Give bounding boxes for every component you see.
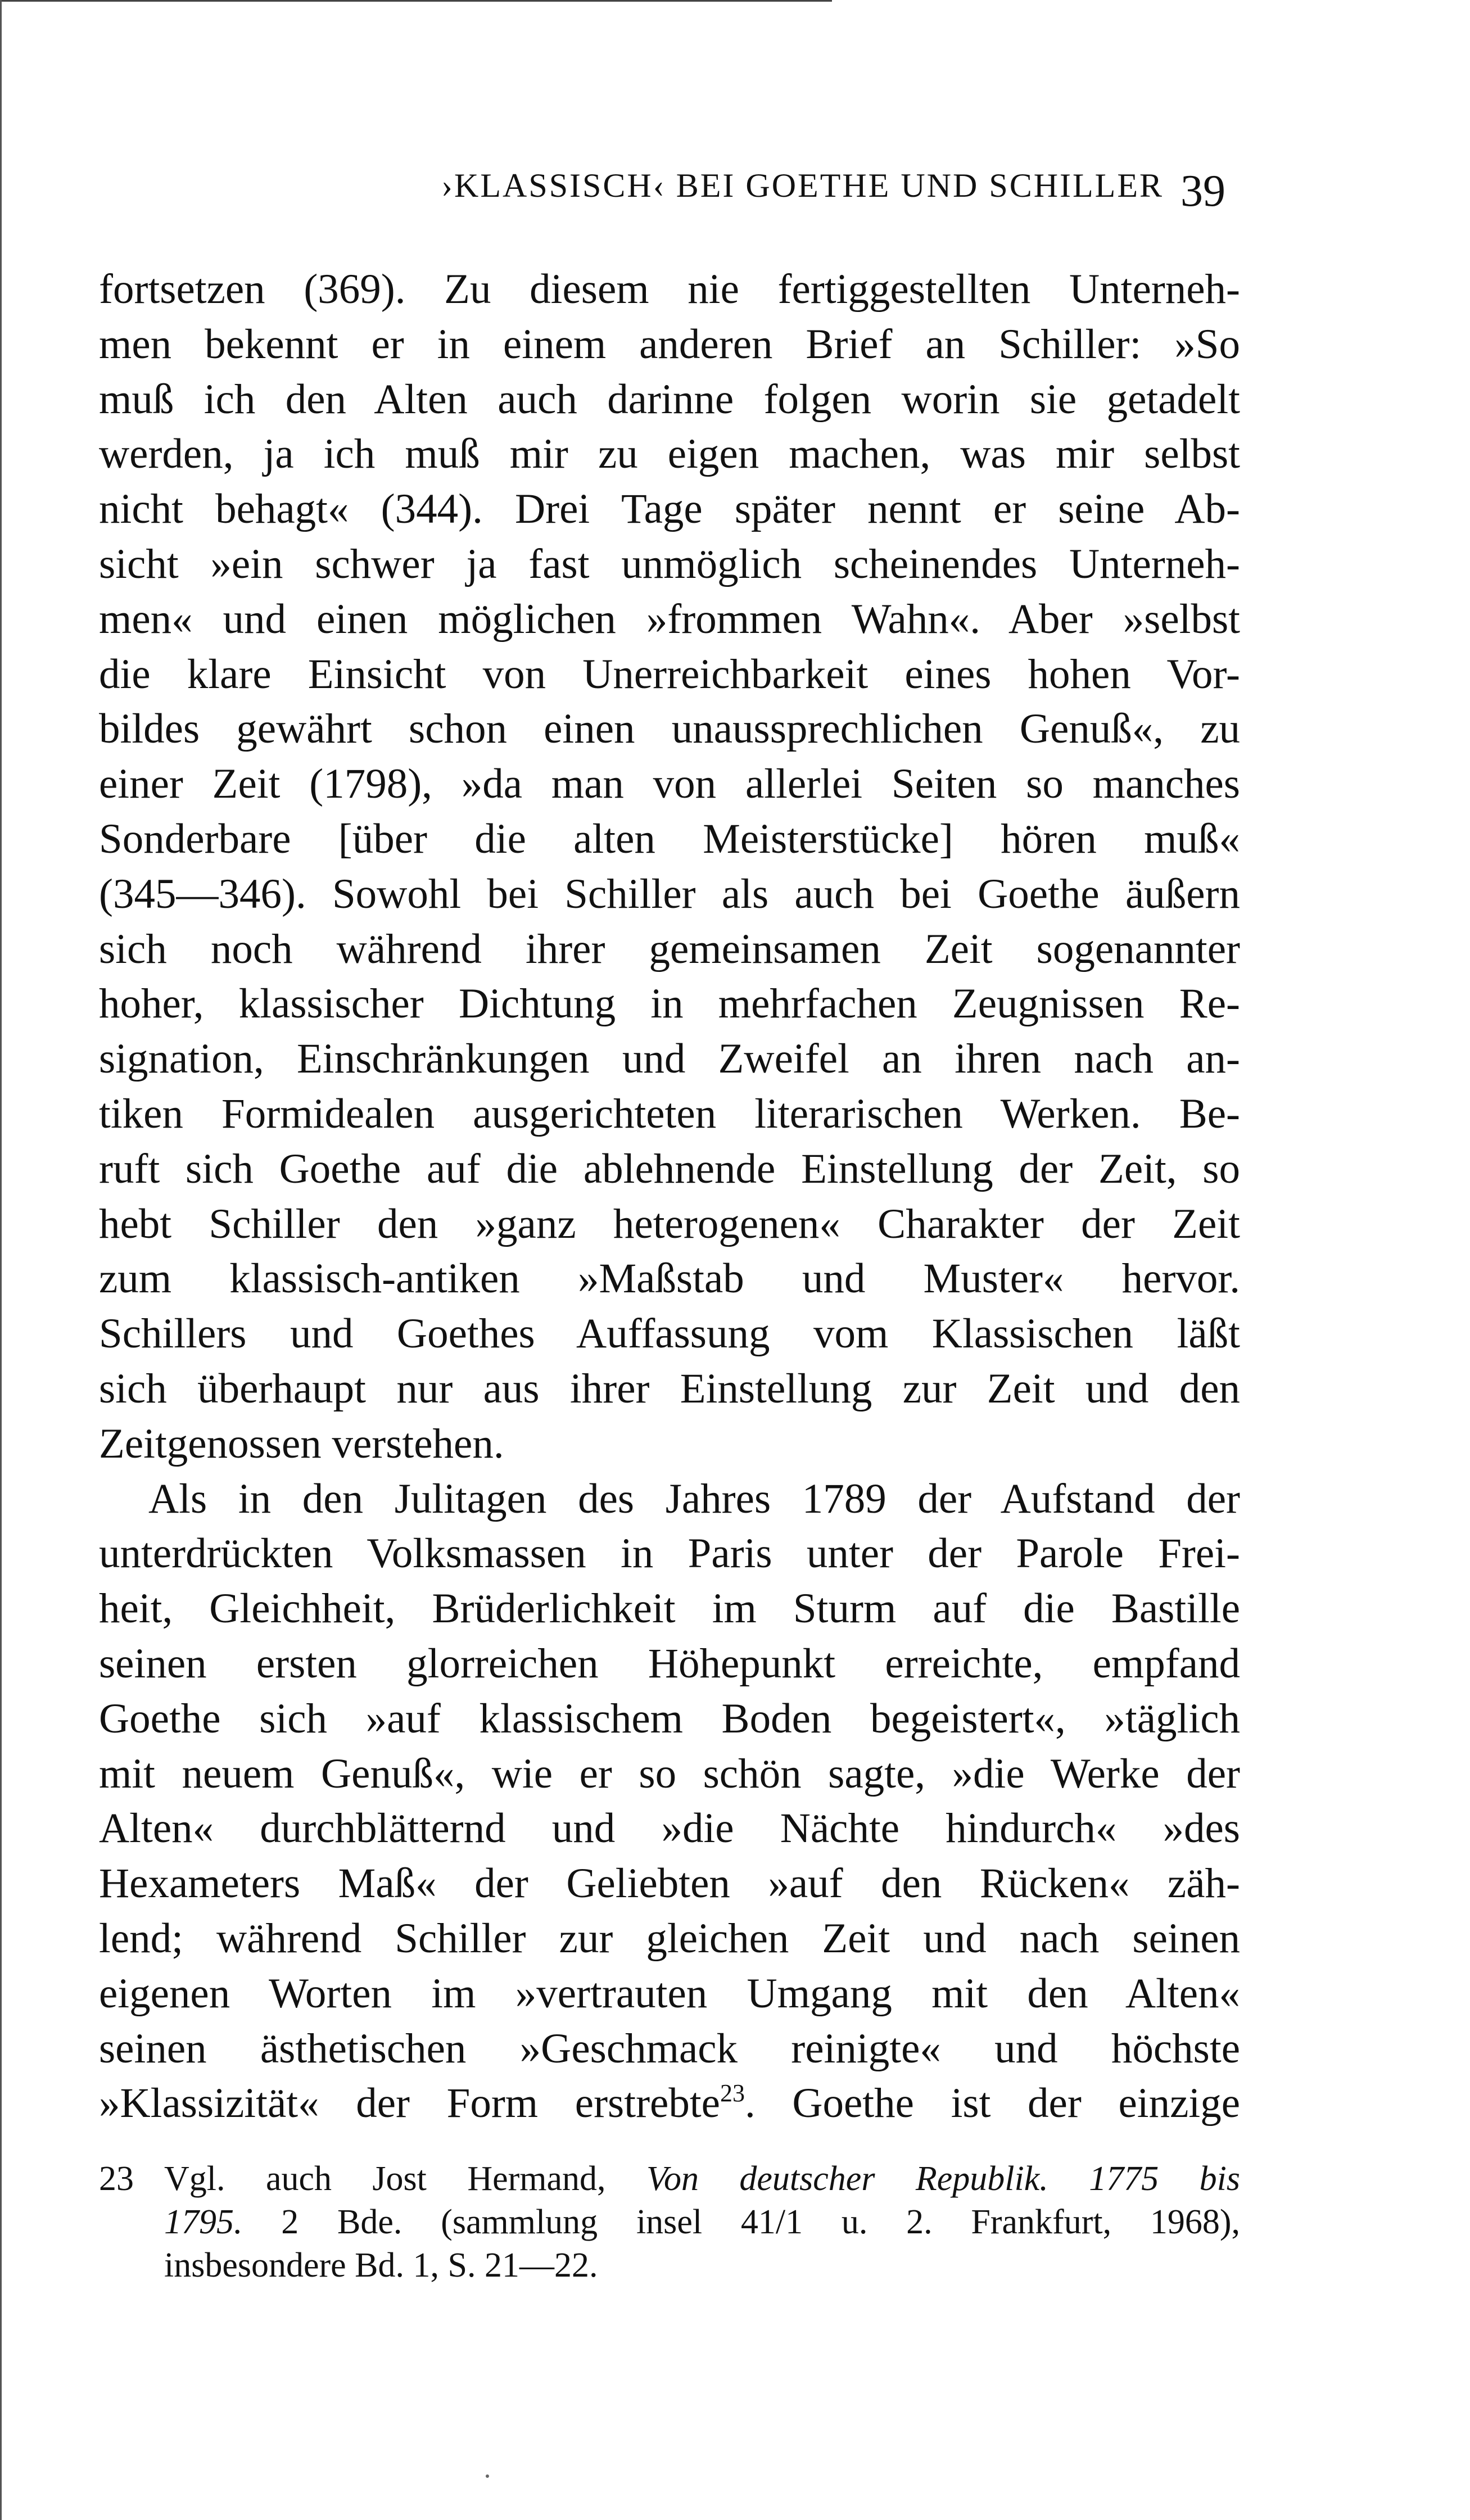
text-line: seinen ersten glorreichen Höhepunkt erreichte, empfand [99, 1640, 1240, 1687]
text-line: men bekennt er in einem anderen Brief an Schiller: »So [99, 320, 1240, 368]
text-line: Zeitgenossen verstehen. [99, 1420, 504, 1467]
text-line: (345—346). Sowohl bei Schiller als auch bei Goethe äußern [99, 870, 1240, 917]
footnote-text: 2 Bde. (sammlung insel 41/1 u. 2. Frankfurt, 1968), [242, 2203, 1240, 2241]
text-line: nicht behagt« (344). Drei Tage später nennt er seine Ab- [99, 486, 1240, 533]
paragraph-start-line: Als in den Julitagen des Jahres 1789 der Aufstand der [148, 1475, 1240, 1522]
footnote [99, 2157, 1240, 2287]
text-line: werden, ja ich muß mir zu eigen machen, was mir selbst [99, 431, 1240, 478]
text-line: eigenen Worten im »vertrauten Umgang mit den Alten« [99, 1970, 1240, 2017]
text-line: hebt Schiller den »ganz heterogenen« Charakter der Zeit [99, 1200, 1240, 1247]
text-line: Goethe sich »auf klassischem Boden begeistert«, »täglich [99, 1695, 1240, 1742]
text-line: tiken Formidealen ausgerichteten literarischen Werken. Be- [99, 1090, 1240, 1137]
text-line: sich überhaupt nur aus ihrer Einstellung zur Zeit und den [99, 1365, 1240, 1412]
footnote-number: 23 [99, 2160, 134, 2198]
scan-speck [486, 2474, 489, 2478]
text-line: seinen ästhetischen »Geschmack reinigte« und höchste [99, 2025, 1240, 2072]
text-fragment: »Klassizität« der Form erstrebte [99, 2080, 720, 2127]
text-line: men« und einen möglichen »frommen Wahn«. Aber »selbst [99, 595, 1240, 643]
text-line: sicht »ein schwer ja fast unmöglich scheinendes Unterneh- [99, 540, 1240, 587]
footnote-line: insbesondere Bd. 1, S. 21—22. [164, 2246, 598, 2284]
text-line: Sonderbare [über die alten Meisterstücke] hören muß« [99, 815, 1240, 862]
footnote-reference[interactable]: 23 [720, 2079, 745, 2107]
footnote-text: Vgl. auch Jost Hermand, [164, 2160, 646, 2198]
footnote-book-title: Von deutscher Republik. 1775 bis [646, 2160, 1240, 2198]
text-line: hoher, klassischer Dichtung in mehrfachen Zeugnissen Re- [99, 980, 1240, 1028]
footnote-book-title: 1795. [164, 2203, 243, 2241]
text-line [99, 2076, 1240, 2131]
text-line: lend; während Schiller zur gleichen Zeit und nach seinen [99, 1915, 1240, 1962]
text-line: zum klassisch-antiken »Maßstab und Muster« hervor. [99, 1255, 1240, 1302]
page-number: 39 [1180, 166, 1225, 216]
text-line: sich noch während ihrer gemeinsamen Zeit sogenannter [99, 925, 1240, 972]
text-line: Alten« durchblätternd und »die Nächte hindurch« »des [99, 1805, 1240, 1852]
text-line: Schillers und Goethes Auffassung vom Klassischen läßt [99, 1310, 1240, 1358]
text-line: bildes gewährt schon einen unaussprechlichen Genuß«, zu [99, 705, 1240, 753]
left-page-edge [0, 0, 2, 2520]
text-fragment: . Goethe ist der einzige [744, 2080, 1240, 2127]
text-line: unterdrückten Volksmassen in Paris unter der Parole Frei- [99, 1530, 1240, 1577]
text-line: die klare Einsicht von Unerreichbarkeit eines hohen Vor- [99, 650, 1240, 698]
text-line: heit, Gleichheit, Brüderlichkeit im Sturm auf die Bastille [99, 1585, 1240, 1632]
text-line: einer Zeit (1798), »da man von allerlei Seiten so manches [99, 761, 1240, 808]
footnote-line [99, 2201, 1240, 2244]
text-line: Hexameters Maß« der Geliebten »auf den Rücken« zäh- [99, 1860, 1240, 1907]
text-line: mit neuem Genuß«, wie er so schön sagte, »die Werke der [99, 1750, 1240, 1797]
text-line: muß ich den Alten auch darinne folgen worin sie getadelt [99, 375, 1240, 423]
footnote-line [99, 2157, 1240, 2201]
running-title: ›KLASSISCH‹ BEI GOETHE UND SCHILLER [441, 167, 1164, 204]
text-line: fortsetzen (369). Zu diesem nie fertiggestellten Unterneh- [99, 266, 1240, 313]
main-text [99, 262, 1240, 2131]
top-edge-rule [0, 0, 832, 2]
text-line: signation, Einschränkungen und Zweifel an ihren nach an- [99, 1035, 1240, 1083]
text-line: ruft sich Goethe auf die ablehnende Einstellung der Zeit, so [99, 1145, 1240, 1192]
